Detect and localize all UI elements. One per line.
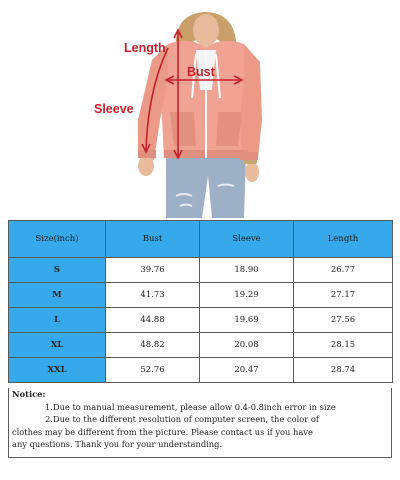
sleeve-label: Sleeve [94, 102, 134, 116]
sleeve-cell: 19.69 [200, 308, 294, 333]
product-photo [0, 0, 400, 218]
length-label: Length [124, 41, 166, 55]
notice-line-4: any questions. Thank you for your understanding. [12, 439, 223, 450]
header-sleeve: Sleeve [200, 221, 294, 258]
bust-cell: 48.82 [106, 333, 200, 358]
size-cell: S [9, 258, 106, 283]
notice-line-2: 2.Due to the different resolution of computer screen, the color of [45, 414, 319, 425]
bust-label: Bust [187, 65, 215, 79]
notice-box [8, 388, 392, 458]
notice-line-1: 1.Due to manual measurement, please allow 0.4-0.8inch error in size [45, 401, 336, 412]
size-chart-table [8, 220, 393, 383]
header-size: Size(inch) [9, 221, 106, 258]
notice-title: Notice: [12, 389, 46, 399]
sleeve-cell: 20.47 [200, 358, 294, 383]
length-cell: 26.77 [294, 258, 393, 283]
length-cell: 28.15 [294, 333, 393, 358]
size-cell: XXL [9, 358, 106, 383]
table-row [9, 283, 393, 308]
table-row [9, 308, 393, 333]
bust-cell: 44.88 [106, 308, 200, 333]
length-cell: 28.74 [294, 358, 393, 383]
bust-cell: 41.73 [106, 283, 200, 308]
header-length: Length [294, 221, 393, 258]
sleeve-cell: 18.90 [200, 258, 294, 283]
length-cell: 27.17 [294, 283, 393, 308]
header-bust: Bust [106, 221, 200, 258]
size-cell: M [9, 283, 106, 308]
size-cell: XL [9, 333, 106, 358]
bust-cell: 39.76 [106, 258, 200, 283]
notice-line-3: clothes may be different from the picture. Please contact us if you have [12, 426, 313, 437]
table-row [9, 258, 393, 283]
sleeve-cell: 19.29 [200, 283, 294, 308]
table-header-row [9, 221, 393, 258]
size-cell: L [9, 308, 106, 333]
sleeve-cell: 20.08 [200, 333, 294, 358]
bust-cell: 52.76 [106, 358, 200, 383]
table-row [9, 333, 393, 358]
table-row [9, 358, 393, 383]
length-cell: 27.56 [294, 308, 393, 333]
hoodie-illustration [0, 0, 400, 218]
